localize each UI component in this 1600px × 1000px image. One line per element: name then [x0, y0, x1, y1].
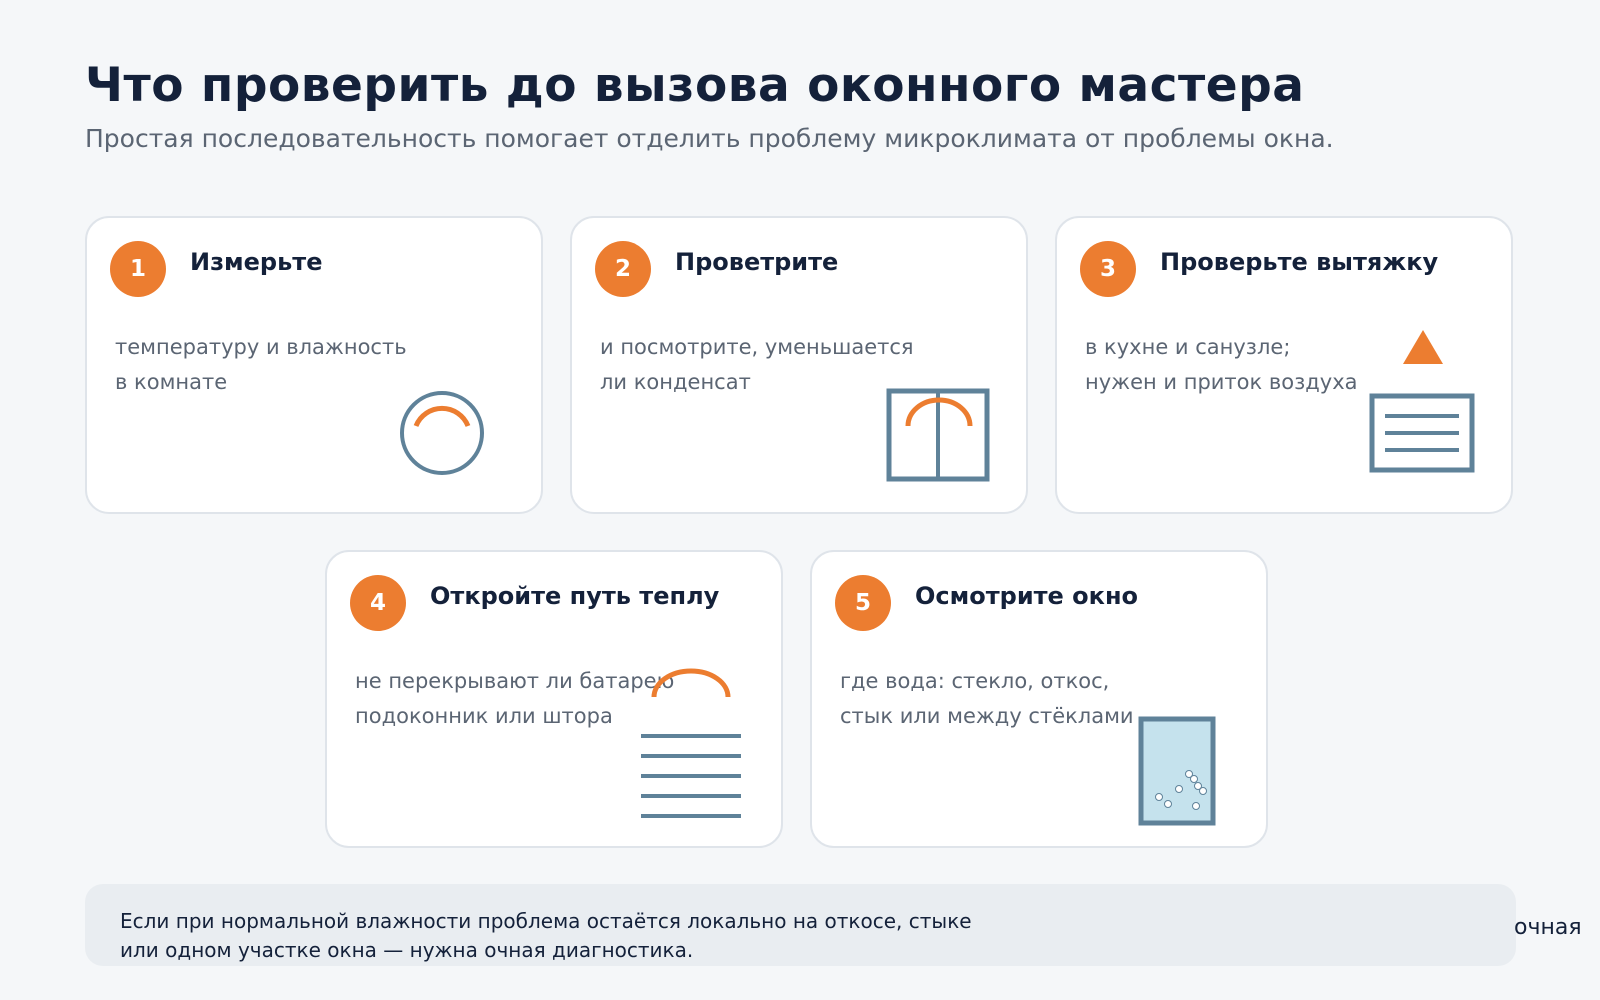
step-number-badge: 5	[835, 575, 891, 631]
note-text: Если при нормальной влажности проблема остаётся локально на откосе, стыке или одном участке окна — нужна очная диагностика.	[120, 909, 972, 962]
step-description: где вода: стекло, откос, стык или между стёклами	[840, 669, 1134, 728]
diagnostic-note	[85, 884, 1582, 966]
step-title: Осмотрите окно	[915, 582, 1139, 610]
step-number-badge: 4	[350, 575, 406, 631]
step-title: Проверьте вытяжку	[1160, 248, 1439, 276]
step-title: Откройте путь теплу	[430, 582, 720, 610]
step-description: и посмотрите, уменьшается ли конденсат	[600, 335, 914, 394]
step-number-badge: 2	[595, 241, 651, 297]
radiator-icon	[637, 672, 747, 822]
step-description: в кухне и санузле; нужен и приток воздуха	[1085, 335, 1358, 394]
step-card-2	[570, 216, 1028, 514]
window-airing-icon	[884, 386, 994, 486]
condensation-glass-icon	[1138, 716, 1218, 828]
note-overflow-fragment: очная	[1514, 915, 1582, 940]
page-title: Что проверить до вызова оконного мастера	[85, 58, 1305, 113]
step-description: температуру и влажность в комнате	[115, 335, 407, 394]
step-title: Измерьте	[190, 248, 323, 276]
step-card-4	[325, 550, 783, 848]
page-subtitle: Простая последовательность помогает отделить проблему микроклимата от проблемы окна.	[85, 124, 1334, 153]
step-card-3	[1055, 216, 1513, 514]
step-number-badge: 1	[110, 241, 166, 297]
step-card-1	[85, 216, 543, 514]
step-description: не перекрывают ли батарею подоконник или штора	[355, 669, 675, 728]
step-card-5	[810, 550, 1268, 848]
step-number-badge: 3	[1080, 241, 1136, 297]
step-title: Проветрите	[675, 248, 839, 276]
hygrometer-icon	[397, 388, 487, 478]
airflow-arrow-icon	[1403, 330, 1443, 364]
vent-grille-icon	[1367, 330, 1477, 480]
